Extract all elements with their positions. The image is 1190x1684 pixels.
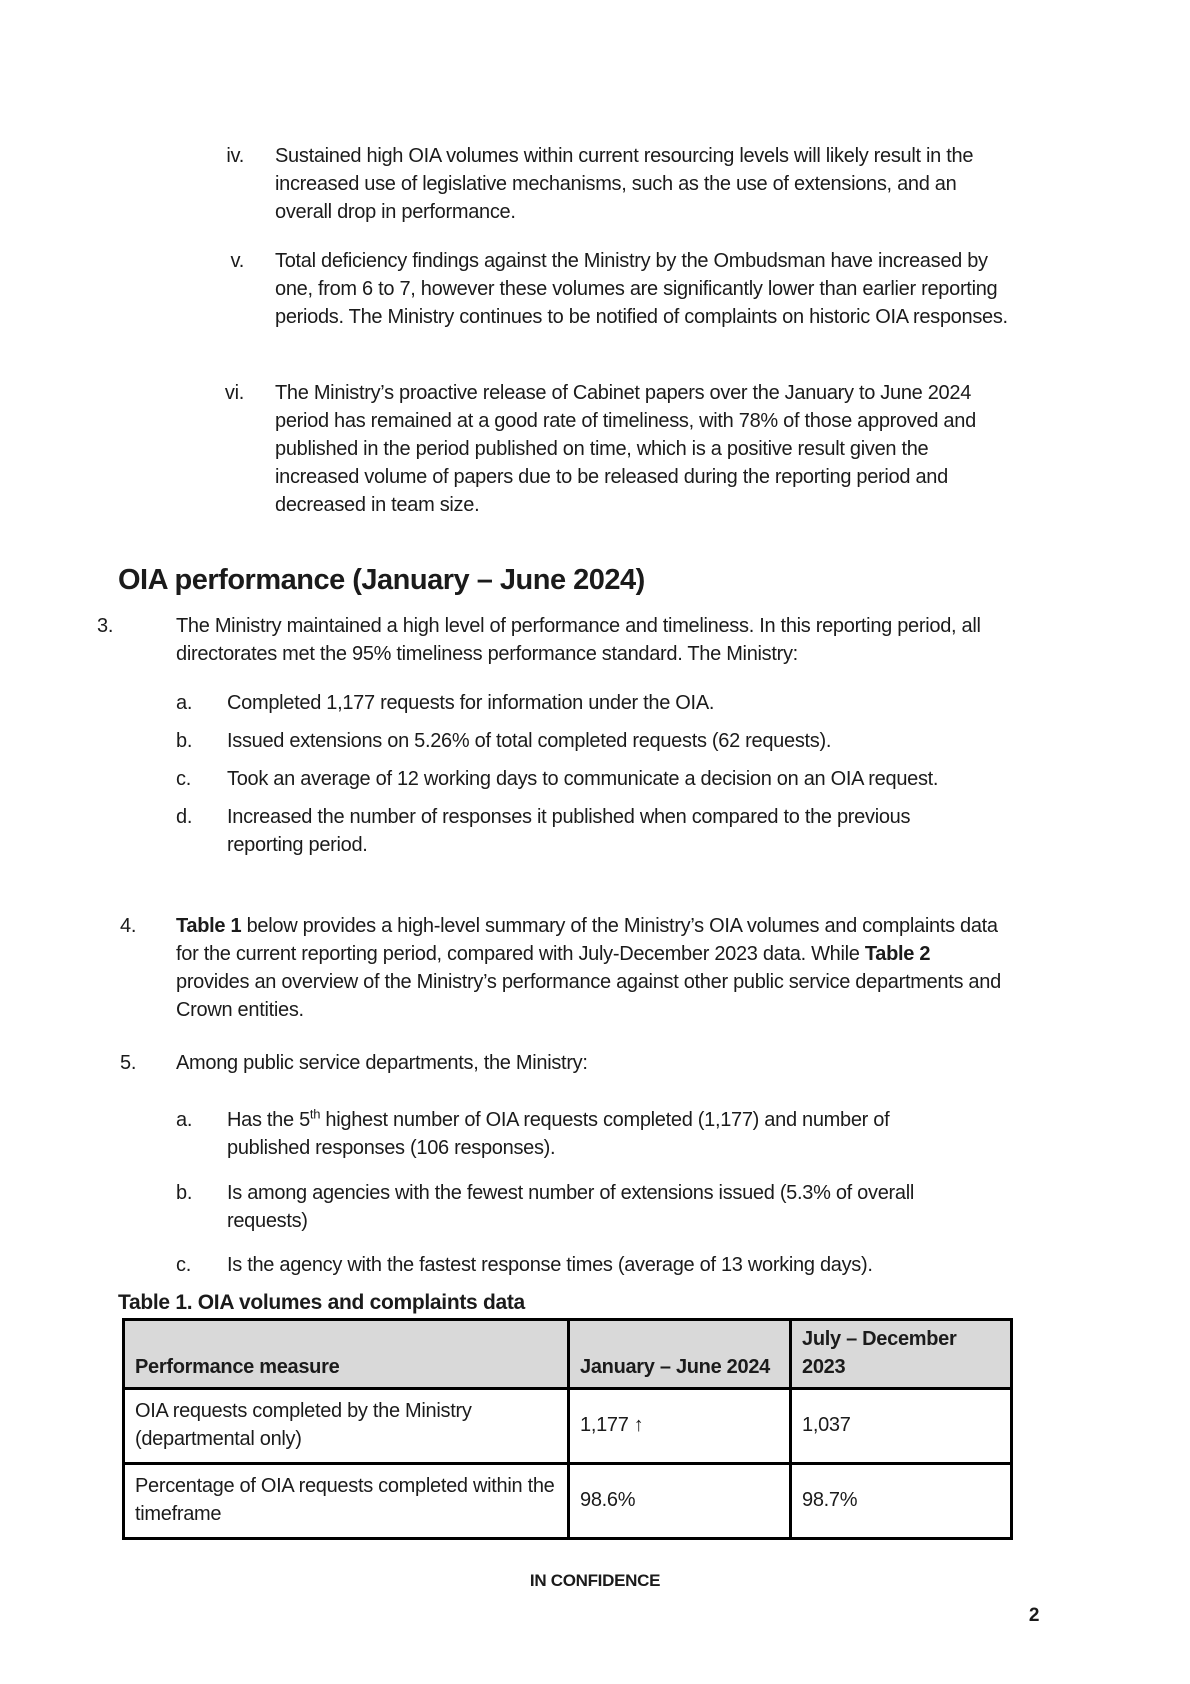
- list-item-text: Total deficiency findings against the Ministry by the Ombudsman have increased by one, from 6 to 7, however these volumes are significantly lower than earlier reporting periods. The Ministry continues to be notified of complaints on historic OIA responses.: [275, 250, 1008, 328]
- paragraph-text: The Ministry maintained a high level of performance and timeliness. In this reporting period, all directorates met the 95% timeliness performance standard. The Ministry:: [176, 615, 981, 665]
- list-item-text: The Ministry’s proactive release of Cabinet papers over the January to June 2024 period has remained at a good rate of timeliness, with 78% of those approved and published in the period published on time, which is a positive result given the increased volume of papers due to be released during the reporting period and decreased in team size.: [275, 382, 976, 516]
- measure-cell: Percentage of OIA requests completed within the timeframe: [124, 1464, 569, 1539]
- list-marker: a.: [176, 1109, 193, 1131]
- current-value-cell: 98.6%: [569, 1464, 791, 1539]
- table-title: Table 1. OIA volumes and complaints data: [118, 1291, 525, 1314]
- table-header-row: [124, 1320, 1012, 1389]
- table-1-reference: Table 1: [176, 915, 242, 937]
- list-marker: a.: [176, 692, 193, 714]
- list-item-text: Issued extensions on 5.26% of total completed requests (62 requests).: [227, 730, 832, 752]
- table-row: [124, 1389, 1012, 1464]
- oia-volumes-table: [122, 1318, 1013, 1540]
- list-marker: iv.: [226, 145, 244, 167]
- paragraph-text: Among public service departments, the Ministry:: [176, 1052, 588, 1074]
- paragraph-number: 5.: [120, 1052, 137, 1074]
- list-item-text: Is the agency with the fastest response times (average of 13 working days).: [227, 1254, 873, 1276]
- current-value-cell: 1,177 ↑: [569, 1389, 791, 1464]
- ordinal-superscript: th: [309, 1106, 321, 1122]
- page-number: 2: [1028, 1605, 1040, 1626]
- section-heading: OIA performance (January – June 2024): [118, 564, 645, 596]
- column-header-measure: Performance measure: [124, 1320, 569, 1389]
- list-item-text: Completed 1,177 requests for information under the OIA.: [227, 692, 715, 714]
- list-marker: v.: [230, 250, 244, 272]
- paragraph-number: 3.: [97, 615, 114, 637]
- list-item-text: Sustained high OIA volumes within current resourcing levels will likely result in the increased use of legislative mechanisms, such as the use of extensions, and an overall drop in performance.: [275, 145, 974, 223]
- list-item-text: Has the 5th highest number of OIA requests completed (1,177) and number of published responses (106 responses).: [227, 1106, 890, 1159]
- table-2-reference: Table 2: [864, 943, 931, 965]
- paragraph-text: Table 1 below provides a high-level summary of the Ministry’s OIA volumes and complaints data for the current reporting period, compared with July-December 2023 data. While Table 2 provides an overview of the Ministry’s performance against other public service departments and Crown entities.: [176, 915, 1001, 1021]
- list-marker: c.: [176, 1254, 191, 1276]
- list-item-text: Is among agencies with the fewest number of extensions issued (5.3% of overall requests): [227, 1182, 914, 1232]
- list-marker: d.: [176, 806, 193, 828]
- classification-footer: IN CONFIDENCE: [529, 1571, 661, 1590]
- list-item-text: Took an average of 12 working days to communicate a decision on an OIA request.: [227, 768, 939, 790]
- column-header-previous-period: July – December 2023: [791, 1320, 1012, 1389]
- previous-value-cell: 98.7%: [791, 1464, 1012, 1539]
- previous-value-cell: 1,037: [791, 1389, 1012, 1464]
- list-marker: vi.: [224, 382, 244, 404]
- list-marker: c.: [176, 768, 191, 790]
- column-header-current-period: January – June 2024: [569, 1320, 791, 1389]
- paragraph-number: 4.: [120, 915, 137, 937]
- list-marker: b.: [176, 1182, 193, 1204]
- measure-cell: OIA requests completed by the Ministry (departmental only): [124, 1389, 569, 1464]
- list-item-text: Increased the number of responses it published when compared to the previous reporting period.: [227, 806, 911, 856]
- list-marker: b.: [176, 730, 193, 752]
- table-row: [124, 1464, 1012, 1539]
